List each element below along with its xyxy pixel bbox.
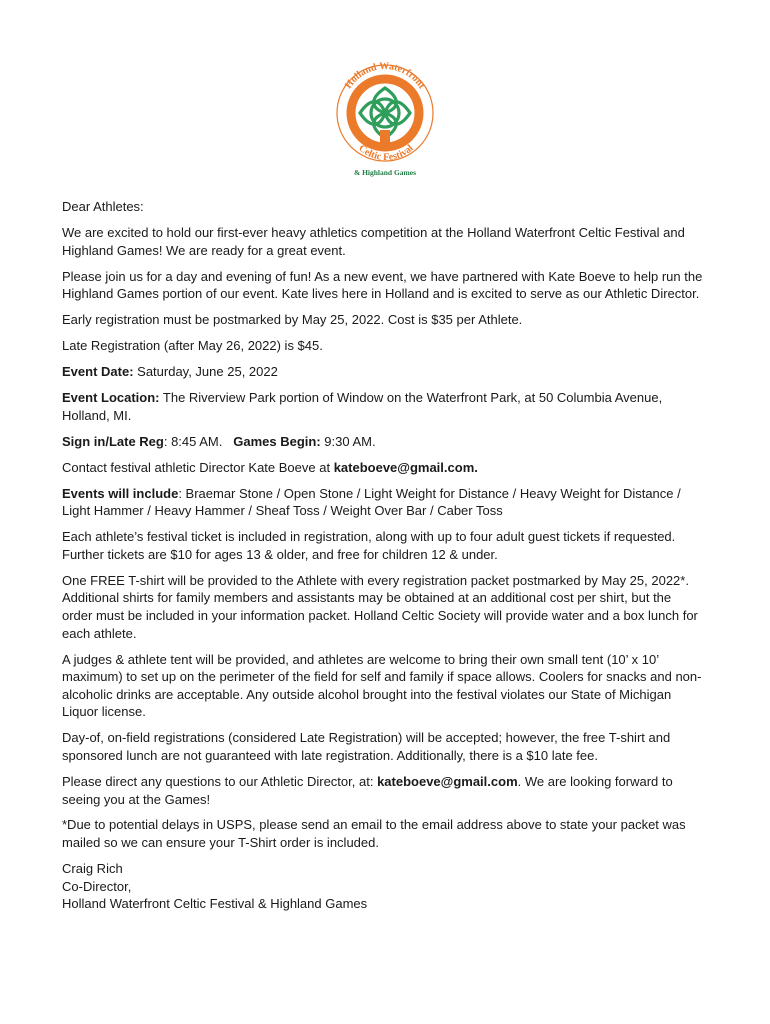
lighthouse-shape [380, 130, 390, 144]
signature-block [62, 860, 704, 913]
signin-label: Sign in/Late Reg [62, 433, 164, 449]
festival-logo [330, 58, 440, 180]
events-value: : Braemar Stone / Open Stone / Light Weight for Distance / Heavy Weight for Distance / Light Hammer / Heavy Hammer / Sheaf Toss / Weight Over Bar / Caber Toss [62, 485, 681, 519]
celtic-knot-logo-graphic [330, 58, 440, 180]
games-begin-label: Games Begin: [233, 433, 321, 449]
signature-name: Craig Rich [62, 861, 123, 877]
logo-top-text: Holland Waterfront [343, 60, 428, 91]
paragraph-tshirt: One FREE T-shirt will be provided to the Athlete with every registration packet postmarked by May 25, 2022*. Additional shirts for family members and assistants may be obtained at an additional cost per shirt, but the order must be included in your information packet. Holland Celtic Society will provide water and a box lunch for each athlete. [62, 572, 698, 641]
contact-line [62, 459, 704, 477]
questions-text: Please direct any questions to our Athletic Director, at: [62, 773, 378, 789]
paragraph-early-registration: Early registration must be postmarked by May 25, 2022. Cost is $35 per Athlete. [62, 312, 523, 328]
event-location-value: The Riverview Park portion of Window on the Waterfront Park, at 50 Columbia Avenue, Holland, MI. [62, 390, 663, 423]
paragraph-questions [62, 773, 704, 808]
contact-text: Contact festival athletic Director Kate Boeve at [62, 459, 334, 475]
paragraph-tickets: Each athlete’s festival ticket is included in registration, along with up to four adult guest tickets if requested. Further tickets are $10 for ages 13 & older, and free for children 12 & under. [62, 529, 676, 562]
questions-email: kateboeve@gmail.com [377, 773, 518, 789]
event-date [62, 363, 704, 381]
games-begin-value: 9:30 AM. [320, 433, 376, 449]
logo-sub-text: & Highland Games [353, 168, 417, 177]
greeting: Dear Athletes: [62, 199, 144, 214]
paragraph-intro: We are excited to hold our first-ever heavy athletics competition at the Holland Waterfront Celtic Festival and Highland Games! We are ready for a great event. [62, 224, 685, 258]
paragraph-late-registration: Late Registration (after May 26, 2022) is $45. [62, 338, 323, 354]
paragraph-usps-note: *Due to potential delays in USPS, please send an email to the email address above to state your packet was mailed so we can ensure your T-Shirt order is included. [62, 817, 686, 851]
signin-value: : 8:45 AM. [163, 433, 223, 449]
signature-title: Co-Director, [62, 878, 132, 894]
letter-body [62, 198, 704, 913]
questions-tail: . We are looking forward to seeing you at the Games! [62, 773, 673, 807]
contact-email: kateboeve@gmail.com. [333, 459, 478, 475]
event-date-label: Event Date: [62, 364, 134, 380]
logo-bottom-text: Celtic Festival [356, 142, 416, 164]
event-date-value: Saturday, June 25, 2022 [133, 364, 278, 380]
event-location [62, 389, 704, 424]
signature-organization: Holland Waterfront Celtic Festival & Highland Games [62, 896, 368, 912]
events-label: Events will include [62, 485, 179, 501]
paragraph-tent: A judges & athlete tent will be provided, and athletes are welcome to bring their own small tent (10’ x 10’ maximum) to set up on the perimeter of the field for self and family if space allows. Coolers for snacks and non-alcoholic drinks are acceptable. Any outside alcohol brought into the festival violates our State of Michigan Liquor license. [62, 651, 702, 720]
event-location-label: Event Location: [62, 390, 160, 406]
schedule-times [62, 433, 704, 451]
paragraph-day-of: Day-of, on-field registrations (considered Late Registration) will be accepted; however, the free T-shirt and sponsored lunch are not guaranteed with late registration. Additionally, there is a $10 late fee. [62, 730, 671, 763]
paragraph-partner: Please join us for a day and evening of fun! As a new event, we have partnered with Kate Boeve to help run the Highland Games portion of our event. Kate lives here in Holland and is excited to serve as our Athletic Director. [62, 268, 703, 302]
events-list [62, 485, 704, 520]
